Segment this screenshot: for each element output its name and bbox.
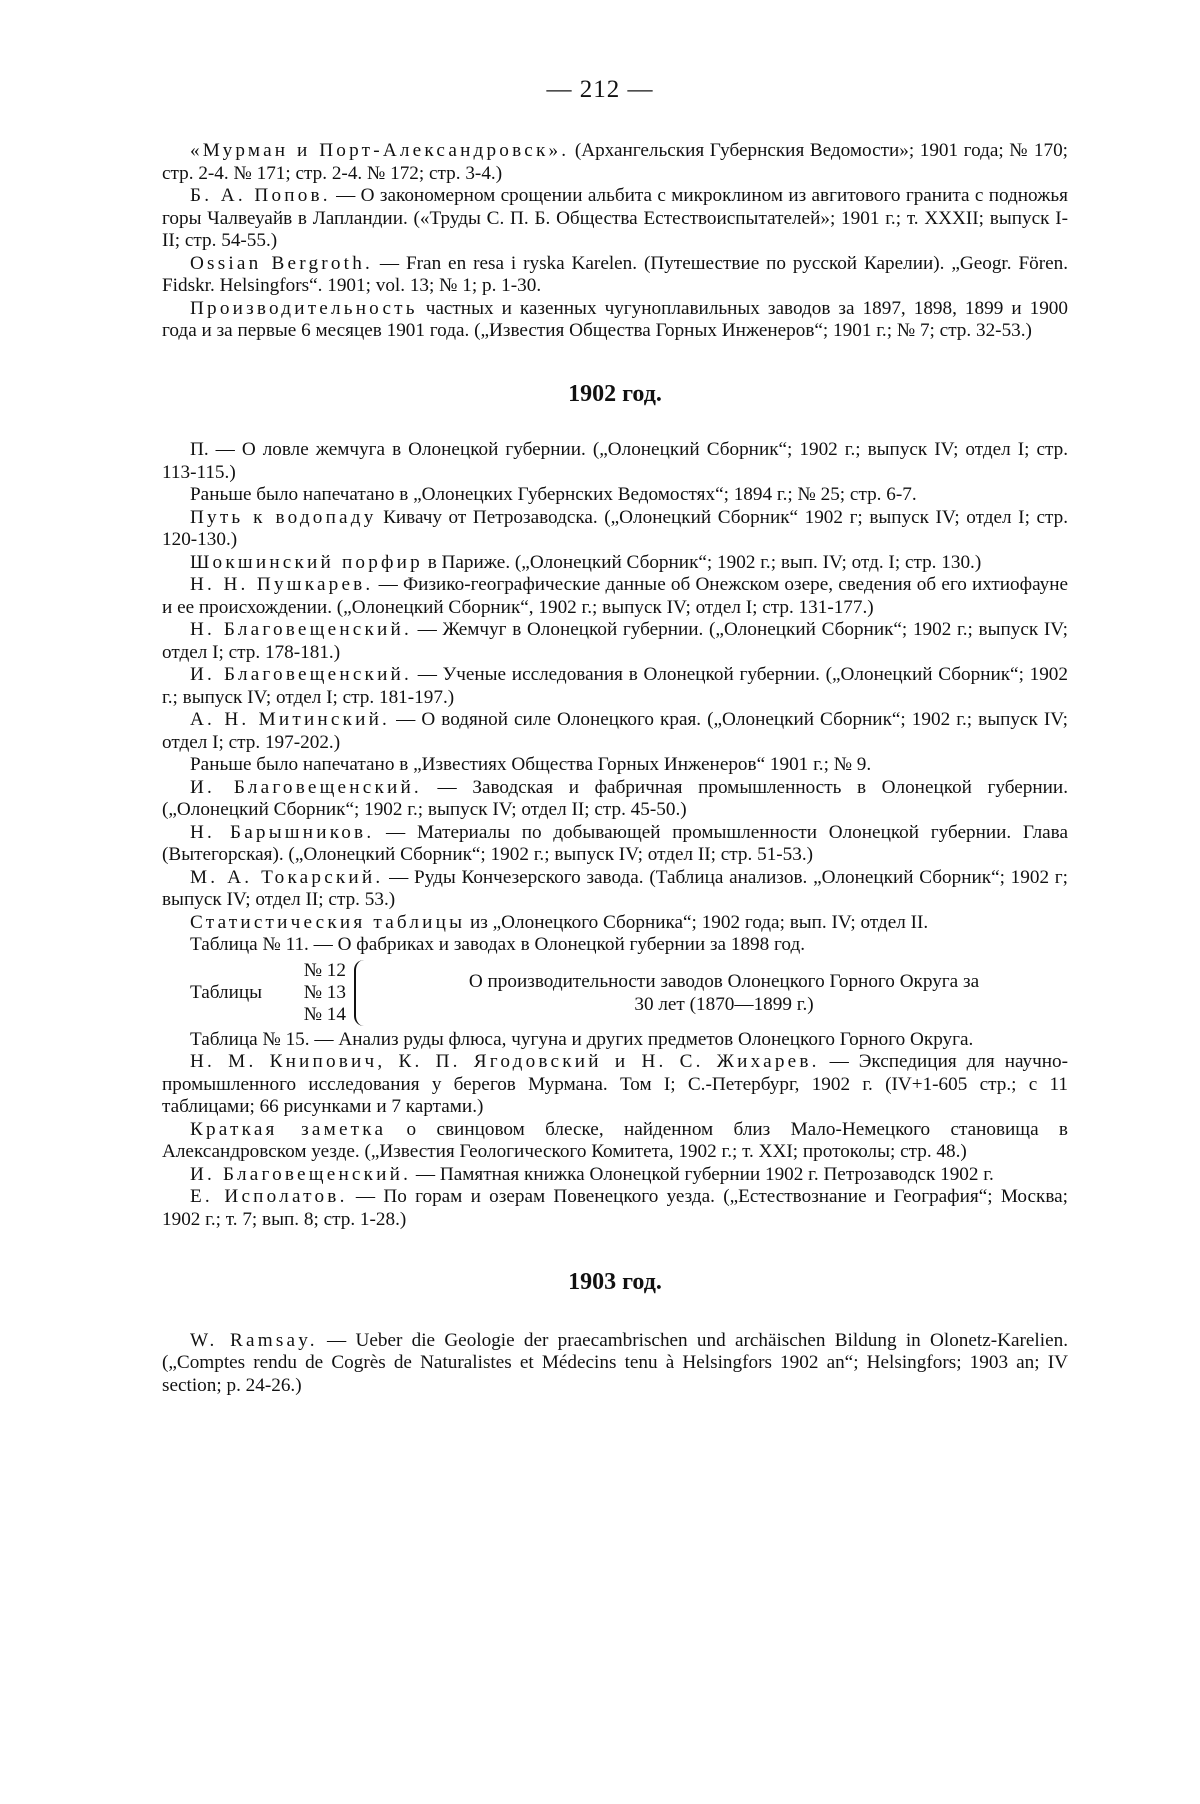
entry-author-or-title: П. [190, 439, 209, 460]
table-number: № 14 [303, 1003, 346, 1025]
bibliography-entry [162, 1330, 1068, 1398]
entry-author-or-title: Краткая заметка [190, 1118, 387, 1140]
entry-citation: — О закономерном срощении альбита с микроклином из авгитового гранита с подножья горы Чалвеуайв в Лапландии. («Труды С. П. Б. Общества Естествоиспытателей»; 1901 г.; т. XXXII; выпуск I-II; стр. 54-55.) [162, 185, 1069, 251]
table-number: № 13 [303, 981, 346, 1003]
bibliography-entry [162, 912, 1068, 935]
entry-author-or-title: Производительность [190, 297, 418, 319]
bibliography-entry [162, 484, 1068, 507]
bibliography-entry [162, 664, 1068, 709]
page-number: — 212 — [546, 76, 654, 103]
curly-brace [354, 960, 370, 1026]
tables-label: Таблицы [190, 981, 263, 1003]
entry-citation: Раньше было напечатано в „Известиях Общества Горных Инженеров“ 1901 г.; № 9. [190, 754, 872, 775]
bibliography-entry [162, 709, 1068, 754]
entry-citation: Кивачу от Петрозаводска. („Олонецкий Сборник“ 1902 г; выпуск IV; отдел I; стр. 120-130.) [162, 506, 1068, 550]
entry-author-or-title: Н. М. Книпович, К. П. Ягодовский и Н. С. Жихарев. [190, 1051, 820, 1072]
entry-citation: — О ловле жемчуга в Олонецкой губернии. („Олонецкий Сборник“; 1902 г.; выпуск IV; отдел I; стр. 113-115.) [162, 439, 1068, 483]
bibliography-entry [162, 507, 1068, 552]
entry-author-or-title: W. Ramsay. [190, 1329, 318, 1351]
bibliography-entry [162, 1164, 1068, 1187]
bibliography-entry [162, 777, 1068, 822]
entries-1902-part-a [162, 439, 1068, 957]
bibliography-entry [162, 253, 1068, 298]
bibliography-entry [162, 298, 1068, 343]
entries-1902-part-b [162, 1029, 1068, 1232]
table-number: № 12 [303, 959, 346, 981]
entry-author-or-title: А. Н. Митинский. [190, 709, 391, 730]
entries-1903 [162, 1330, 1068, 1398]
bibliography-entry [162, 934, 1068, 957]
entry-citation: — Жемчуг в Олонецкой губернии. („Олонецкий Сборник“; 1902 г.; выпуск IV; отдел I; стр. 178-181.) [162, 619, 1069, 663]
entry-author-or-title: И. Благовещенский. [190, 1163, 412, 1185]
tables-description-line: 30 лет (1870—1899 г.) [634, 993, 814, 1015]
tables-group [190, 957, 1068, 1029]
bibliography-body [162, 140, 1068, 1397]
entry-author-or-title: Н. Н. Пушкарев. [190, 574, 374, 595]
bibliography-entry [162, 140, 1068, 185]
tables-description-line: О производительности заводов Олонецкого Горного Округа за [468, 970, 980, 992]
bibliography-entry [162, 1119, 1068, 1164]
bibliography-entry [162, 619, 1068, 664]
entry-citation: — Fran en resa i ryska Karelen. (Путешествие по русской Карелии). „Geogr. Fören. Fidskr. Helsingfors“. 1901; vol. 13; № 1; p. 1-30. [162, 252, 1069, 296]
entry-citation: — Руды Кончезерского завода. (Таблица анализов. „Олонецкий Сборник“; 1902 г; выпуск IV; отдел II; стр. 53.) [162, 866, 1068, 910]
entry-author-or-title: Н. Благовещенский. [190, 619, 412, 640]
tables-numbers [274, 960, 354, 1026]
bibliography-entry [162, 439, 1068, 484]
entry-citation: — Ученые исследования в Олонецкой губернии. („Олонецкий Сборник“; 1902 г.; выпуск IV; отдел I; стр. 181-197.) [162, 664, 1068, 708]
entry-citation: из „Олонецкого Сборника“; 1902 года; вып. IV; отдел II. [465, 911, 929, 933]
year-heading-1902: 1902 год. [568, 380, 662, 407]
entry-author-or-title: Статистическия таблицы [190, 911, 466, 933]
entry-citation: Раньше было напечатано в „Олонецких Губернских Ведомостях“; 1894 г.; № 25; стр. 6-7. [190, 484, 917, 505]
entry-author-or-title: Е. Исполатов. [190, 1186, 348, 1207]
bibliography-entry [162, 867, 1068, 912]
year-heading-1903: 1903 год. [568, 1269, 662, 1295]
entry-citation: — Физико-географические данные об Онежском озере, сведения об его ихтиофауне и ее происхождении. („Олонецкий Сборник“, 1902 г.; выпуск IV; отдел I; стр. 131-177.) [162, 574, 1069, 618]
bibliography-entry [162, 754, 1068, 777]
entry-author-or-title: Б. А. Попов. [190, 185, 331, 206]
entry-citation: — Экспедиция для научно-промышленного исследования у берегов Мурмана. Том I; С.-Петербург, 1902 г. (IV+1-605 стр.; с 11 таблицами; 66 рисунками и 7 картами.) [162, 1051, 1068, 1117]
entry-author-or-title: Н. Барышников. [190, 821, 375, 843]
entry-citation: Таблица № 15. — Анализ руды флюса, чугуна и других предметов Олонецкого Горного Округа. [190, 1028, 974, 1050]
entry-citation: — Памятная книжка Олонецкой губернии 1902 г. Петрозаводск 1902 г. [411, 1163, 994, 1185]
bibliography-entry [162, 552, 1068, 575]
entry-author-or-title: Путь к водопаду [190, 506, 377, 528]
entry-citation: — Материалы по добывающей промышленности Олонецкой губернии. Глава (Вытегорская). („Олонецкий Сборник“; 1902 г.; выпуск IV; отдел II; стр. 51-53.) [162, 821, 1068, 865]
bibliography-entry [162, 1186, 1068, 1231]
entry-citation: — Ueber die Geologie der praecambrischen und archäischen Bildung in Olonetz-Karelien. („Comptes rendu de Cogrès de Naturalistes et Médecins tenu à Helsingfors 1902 an“; Helsingfors; 1903 an; IV section; p. 24-26.) [162, 1329, 1069, 1396]
entries-1901 [162, 140, 1068, 343]
bibliography-entry [162, 1029, 1068, 1052]
bibliography-entry [162, 574, 1068, 619]
entry-citation: — О водяной силе Олонецкого края. („Олонецкий Сборник“; 1902 г.; выпуск IV; отдел I; стр. 197-202.) [162, 709, 1068, 753]
bibliography-entry [162, 185, 1068, 253]
entry-author-or-title: И. Благовещенский. [190, 664, 413, 685]
entry-author-or-title: «Мурман и Порт-Александровск». [190, 140, 570, 161]
bibliography-entry [162, 822, 1068, 867]
entry-author-or-title: М. А. Токарский. [190, 866, 384, 888]
entry-author-or-title: Шокшинский порфир [190, 551, 423, 573]
entry-citation: в Париже. („Олонецкий Сборник“; 1902 г.; вып. IV; отд. I; стр. 130.) [422, 551, 982, 573]
entry-citation: (Архангельския Губернския Ведомости»; 1901 года; № 170; стр. 2-4. № 171; стр. 2-4. № 172; стр. 3-4.) [162, 140, 1069, 184]
tables-description [380, 970, 1068, 1016]
entry-citation: — По горам и озерам Повенецкого уезда. („Естествознание и География“; Москва; 1902 г.; т. 7; вып. 8; стр. 1-28.) [162, 1186, 1068, 1230]
entry-citation: о свинцовом блеске, найденном близ Мало-Немецкого становища в Александровском уезде. („Известия Геологического Комитета, 1902 г.; т. XXI; протоколы; стр. 48.) [162, 1118, 1068, 1162]
entry-citation: частных и казенных чугуноплавильных заводов за 1897, 1898, 1899 и 1900 года и за первые 6 месяцев 1901 года. („Известия Общества Горных Инженеров“; 1901 г.; № 7; стр. 32-53.) [162, 297, 1068, 341]
entry-citation: Таблица № 11. — О фабриках и заводах в Олонецкой губернии за 1898 год. [190, 934, 806, 955]
entry-author-or-title: Ossian Bergroth. [190, 252, 373, 274]
bibliography-entry [162, 1051, 1068, 1119]
entry-author-or-title: И. Благовещенский. [190, 776, 422, 798]
entry-citation: — Заводская и фабричная промышленность в Олонецкой губернии. („Олонецкий Сборник“; 1902 г.; выпуск IV; отдел II; стр. 45-50.) [162, 776, 1068, 820]
